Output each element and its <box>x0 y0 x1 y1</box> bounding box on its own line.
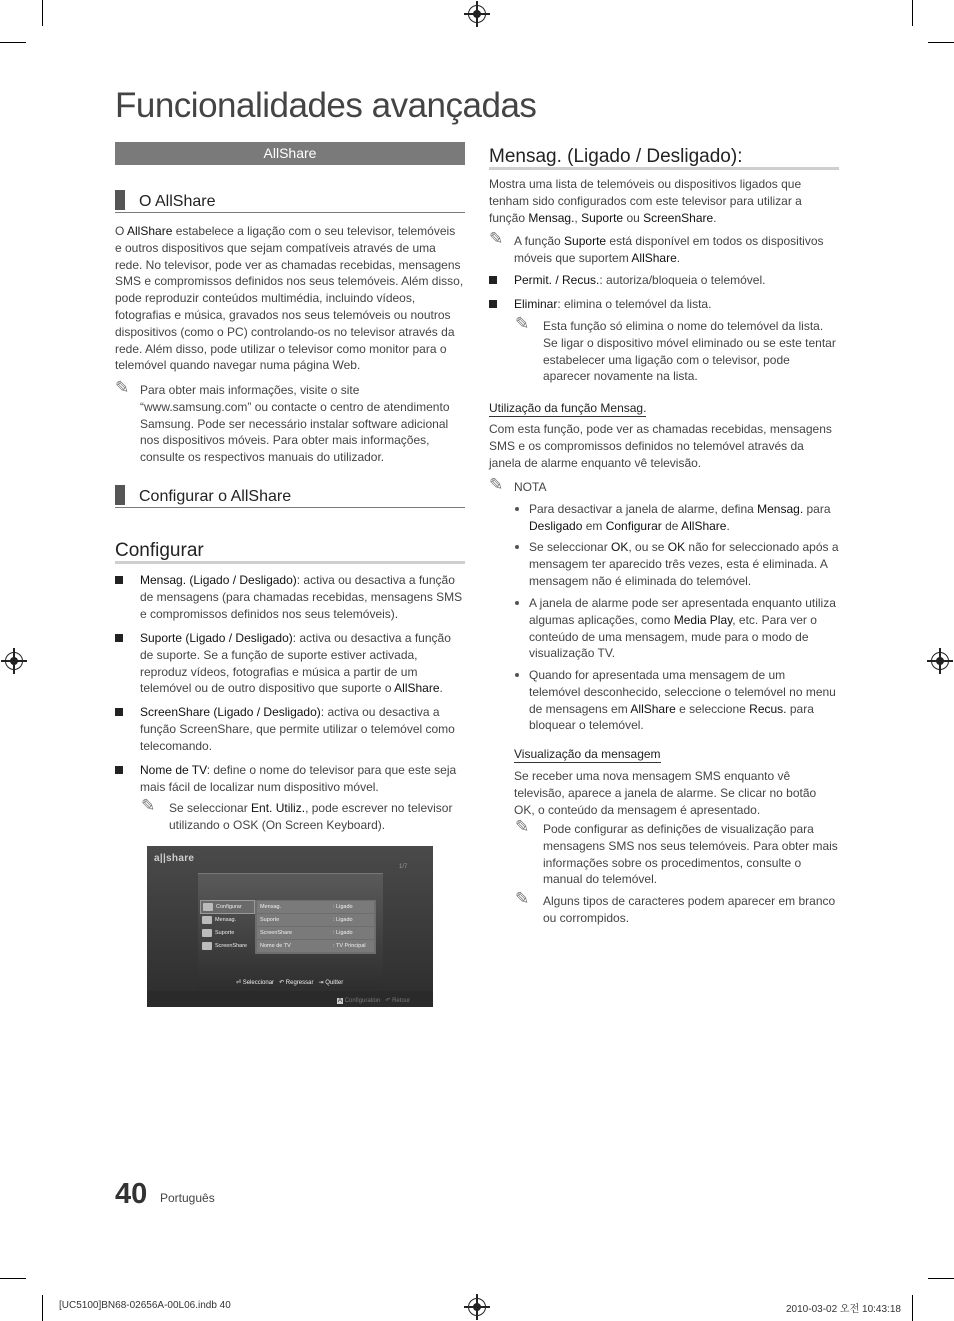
pencil-note-icon: ✎ <box>489 229 504 248</box>
o-allshare-heading <box>115 190 215 211</box>
intro-note: A função Suporte está disponível em todos os dispositivos móveis que suportem AllShare. <box>514 234 824 265</box>
list-item: Para desactivar a janela de alarme, defina Mensag. para Desligado em Configurar de AllShare. <box>529 502 831 533</box>
crop-mark <box>42 1295 43 1321</box>
table-row: Nome de TV : TV Principal <box>257 940 374 952</box>
list-item: Quando for apresentada uma mensagem de um telemóvel desconhecido, seleccione o telemóvel no menu de mensagens em AllShare e seleccione Recus. para bloquear o telemóvel. <box>529 668 836 733</box>
bullet-square-icon <box>489 276 497 284</box>
enter-icon: ⏎ <box>236 980 242 986</box>
mensag-intro: Mostra uma lista de telemóveis ou dispositivos ligados que tenham sido configurados com este televisor para utilizar a função Mensag., Suporte ou ScreenShare. <box>489 177 802 225</box>
page-title: Funcionalidades avançadas <box>115 86 537 125</box>
crop-mark <box>42 0 43 26</box>
registration-mark-icon <box>468 5 486 23</box>
pencil-note-icon: ✎ <box>489 475 504 494</box>
music-icon <box>202 929 212 937</box>
eliminar-note: Esta função só elimina o nome do telemóvel da lista. Se ligar o dispositivo móvel eliminado ou se este tentar estabelecer uma ligação com o televisor, pode aparecer novamente na lista. <box>543 319 836 384</box>
crop-mark <box>912 1295 913 1321</box>
section-label: AllShare <box>115 142 465 165</box>
screen-icon <box>202 942 212 950</box>
page-language: Português <box>160 1191 215 1205</box>
list-item: ScreenShare (Ligado / Desligado): activa ou desactiva a função ScreenShare, que permite utilizar o telemóvel como telecomando. <box>140 705 455 753</box>
heading-marker <box>115 190 125 210</box>
heading-text: Configurar o AllShare <box>139 488 292 505</box>
registration-mark-icon <box>5 652 23 670</box>
a-button-icon: A <box>338 998 343 1004</box>
page-indicator: 1/7 <box>399 864 408 870</box>
allshare-note: Para obter mais informações, visite o site “www.samsung.com” ou contacte o centro de atendimento Samsung. Pode ser necessário instalar software adicional nos dispositivos móveis. Para obter mais informações, consulte os respectivos manuais do utilizador. <box>140 383 450 465</box>
tv-menu-screenshare: ScreenShare <box>200 940 253 952</box>
mensag-title: Mensag. (Ligado / Desligado): <box>489 146 743 167</box>
item-note: Se seleccionar Ent. Utiliz., pode escrever no televisor utilizando o OSK (On Screen Keyboard). <box>169 801 453 832</box>
list-item: Se seleccionar OK, ou se OK não for seleccionado após a mensagem ter aparecido três vezes, esta é eliminada. A mensagem não é eliminada do telemóvel. <box>529 540 839 588</box>
divider <box>489 167 839 170</box>
crop-mark <box>0 42 26 43</box>
bullet-dot-icon <box>515 601 519 605</box>
bullet-square-icon <box>115 634 123 642</box>
pencil-note-icon: ✎ <box>141 796 156 815</box>
list-item: Permit. / Recus.: autoriza/bloqueia o telemóvel. <box>514 273 766 287</box>
return-icon: ↶ <box>279 980 285 986</box>
footer-file: [UC5100]BN68-02656A-00L06.indb 40 <box>59 1300 231 1311</box>
footer-timestamp: 2010-03-02 오전 10:43:18 <box>786 1304 901 1315</box>
bullet-square-icon <box>115 766 123 774</box>
tv-menu-mensag: Mensag. <box>200 914 253 926</box>
tv-help-bar: ⏎ Seleccionar ↶ Regressar ⇥ Quitter <box>236 980 344 986</box>
allshare-paragraph: O AllShare estabelece a ligação com o seu televisor, telemóveis e outros dispositivos que sejam compatíveis através de uma rede. No televisor, pode ver as chamadas recebidas, mensagens SMS e compromissos definidos nos seus telemóveis. Além disso, pode reproduzir conteúdos multimédia, incluindo vídeos, fotografias e música, gravados nos seus telemóveis ou noutros dispositivos (como o PC) controlando-os no televisor através da rede. Além disso, pode utilizar o televisor como monitor para o telemóvel quando navegar numa página Web. <box>115 224 464 373</box>
table-row: Suporte : Ligado <box>257 914 374 926</box>
registration-mark-icon <box>931 652 949 670</box>
allshare-logo: a||share <box>154 853 195 864</box>
divider <box>115 561 465 564</box>
table-row: Mensag. : Ligado <box>257 901 374 913</box>
registration-mark-icon <box>468 1298 486 1316</box>
bullet-dot-icon <box>515 545 519 549</box>
tv-settings-list <box>255 900 376 954</box>
pencil-note-icon: ✎ <box>115 378 130 397</box>
exit-icon: ⇥ <box>318 980 324 986</box>
nota-label: NOTA <box>514 480 547 494</box>
bullet-square-icon <box>489 300 497 308</box>
bullet-dot-icon <box>515 507 519 511</box>
crop-mark <box>928 42 954 43</box>
util-text: Com esta função, pode ver as chamadas recebidas, mensagens SMS e os compromissos definidos no telemóvel através da janela de alarme enquanto vê televisão. <box>489 422 832 470</box>
list-item: Eliminar: elimina o telemóvel da lista. <box>514 297 712 311</box>
divider <box>115 507 465 508</box>
pencil-note-icon: ✎ <box>515 817 530 836</box>
tv-screen-image <box>147 846 433 1007</box>
tv-menu-panel <box>198 873 383 989</box>
util-heading: Utilização da função Mensag. <box>489 401 647 415</box>
vis-note: Pode configurar as definições de visualização para mensagens SMS nos seus telemóveis. Para obter mais informações sobre os procedimentos, consulte o manual do telemóvel. <box>543 822 838 887</box>
pencil-note-icon: ✎ <box>515 889 530 908</box>
tv-menu-configurar: Configurar <box>200 900 255 914</box>
list-item: Mensag. (Ligado / Desligado): activa ou desactiva a função de mensagens (para chamadas recebidas, mensagens SMS e compromissos definidos nos seus telemóveis). <box>140 573 463 621</box>
list-item: Suporte (Ligado / Desligado): activa ou desactiva a função de suporte. Se a função de suporte estiver activada, reproduz vídeos, fotografias e música a partir de um telemóvel ou de outro dispositivo que suporte o AllShare. <box>140 631 451 696</box>
vis-heading: Visualização da mensagem <box>514 747 661 761</box>
configurar-allshare-heading <box>115 485 291 506</box>
configurar-title: Configurar <box>115 540 204 561</box>
heading-text: O AllShare <box>139 193 216 210</box>
crop-mark <box>0 1278 26 1279</box>
table-row: ScreenShare : Ligado <box>257 927 374 939</box>
gear-icon <box>203 903 213 911</box>
heading-marker <box>115 485 125 505</box>
bullet-square-icon <box>115 576 123 584</box>
divider <box>115 212 465 213</box>
tv-bottom-help: A Configuration ↶ Retour <box>338 998 411 1004</box>
list-item: Nome de TV: define o nome do televisor para que este seja mais fácil de localizar num dispositivo móvel. <box>140 763 457 794</box>
crop-mark <box>912 0 913 26</box>
pencil-note-icon: ✎ <box>515 314 530 333</box>
page-number: 40 <box>115 1178 148 1210</box>
vis-note: Alguns tipos de caracteres podem aparecer em branco ou corrompidos. <box>543 894 836 925</box>
list-item: A janela de alarme pode ser apresentada enquanto utiliza algumas aplicações, como Media Play, etc. Para ver o conteúdo de uma mensagem, mude para o modo de visualização TV. <box>529 596 836 661</box>
crop-mark <box>928 1278 954 1279</box>
tv-menu-suporte: Suporte <box>200 927 253 939</box>
message-icon <box>202 916 212 924</box>
bullet-dot-icon <box>515 673 519 677</box>
bullet-square-icon <box>115 708 123 716</box>
vis-text: Se receber uma nova mensagem SMS enquanto vê televisão, aparece a janela de alarme. Se clicar no botão OK, o conteúdo da mensagem é apresentado. <box>514 769 817 817</box>
